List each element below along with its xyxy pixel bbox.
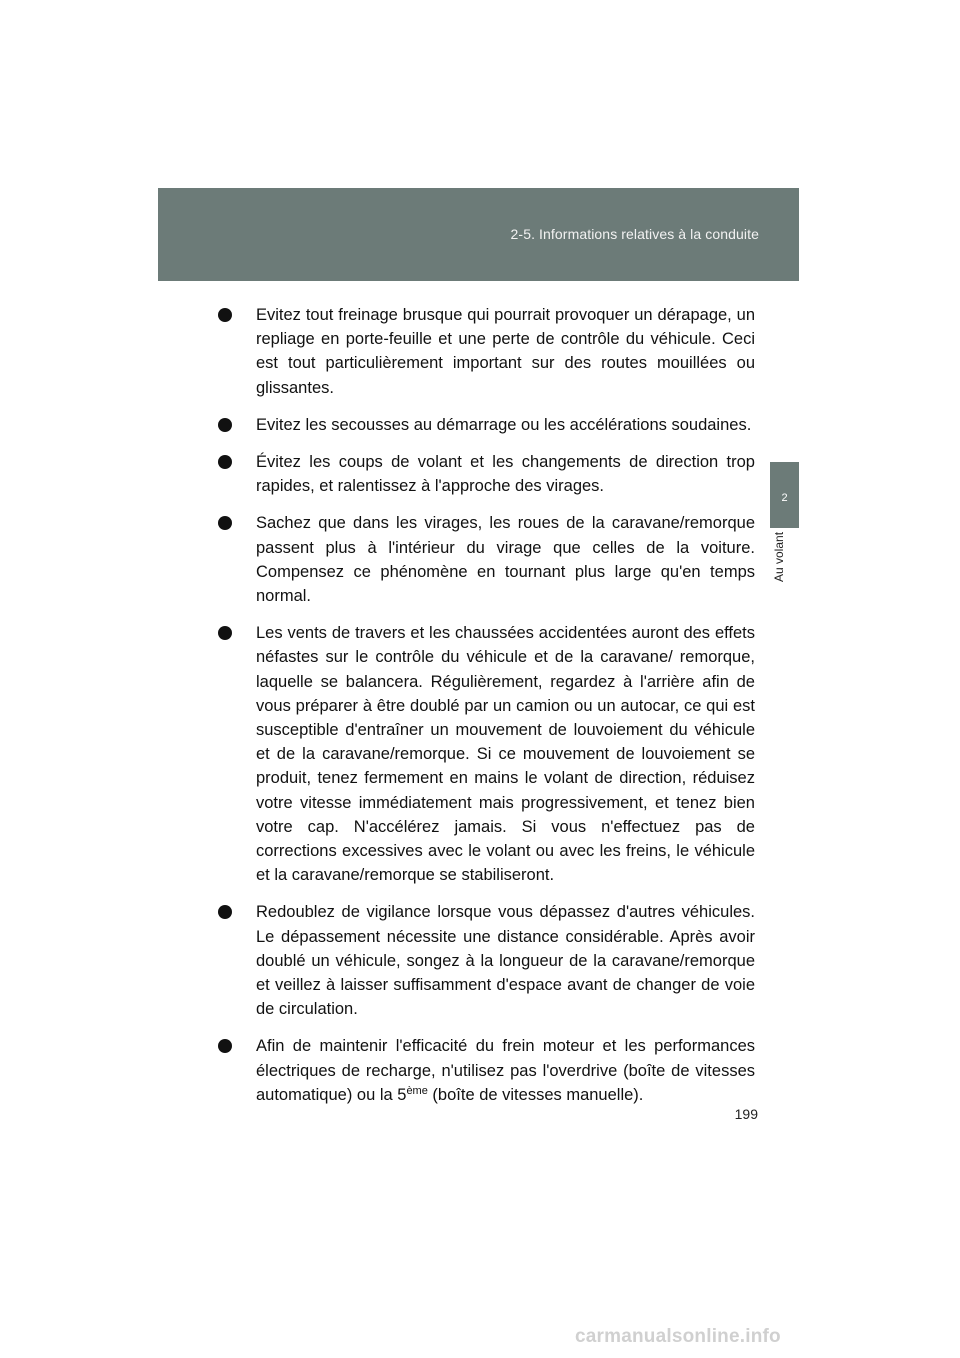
bullet-text: Redoublez de vigilance lorsque vous dépassez d'autres véhicules. Le dépassement nécessite une distance considérable. Après avoir doublé un véhicule, songez à la longueur de la caravane/remorque et veillez à laisser suffisamment d'espace avant de changer de voie de circulation. <box>256 903 755 1019</box>
bullet-item <box>217 450 755 498</box>
bullet-text: Sachez que dans les virages, les roues de la caravane/remorque passent plus à l'intérieur du virage que celles de la voiture. Compensez ce phénomène en tournant plus large qu'en temps normal. <box>256 514 755 606</box>
bullet-item <box>217 900 755 1021</box>
bullet-item <box>217 1034 755 1107</box>
bullet-dot-icon <box>218 1039 232 1053</box>
bullet-text-end: (boîte de vitesses manuelle). <box>427 1085 644 1104</box>
bullet-item <box>217 511 755 608</box>
bullet-list <box>217 303 755 1120</box>
chapter-label: Au volant <box>772 532 786 583</box>
bullet-text: Les vents de travers et les chaussées accidentées auront des effets néfastes sur le contrôle du véhicule et de la caravane/ remorque, laquelle se balancera. Régulièrement, regardez à l'arrière afin de vous préparer à être doublé par un camion ou un autocar, ce qui est susceptible d'entraîner un mouvement de louvoiement du véhicule et de la caravane/remorque. Si ce mouvement de louvoiement se produit, tenez fermement en mains le volant de direction, réduisez votre vitesse immédiatement mais progressivement, et tenez bien votre cap. N'accélérez jamais. Si vous n'effectuez pas de corrections excessives avec le volant ou avec les freins, le véhicule et la caravane/remorque se stabiliseront. <box>256 624 755 885</box>
bullet-item <box>217 303 755 400</box>
bullet-item <box>217 413 755 437</box>
page-number: 199 <box>734 1106 758 1122</box>
ordinal-superscript: ème <box>406 1084 428 1097</box>
bullet-text: Evitez tout freinage brusque qui pourrait provoquer un dérapage, un repliage en porte-feuille et une perte de contrôle du véhicule. Ceci est tout particulièrement important sur des routes mouillées ou glissantes. <box>256 306 755 397</box>
section-title: 2-5. Informations relatives à la conduite <box>510 226 759 242</box>
bullet-dot-icon <box>218 905 232 919</box>
bullet-text: Evitez les secousses au démarrage ou les accélérations soudaines. <box>256 415 752 434</box>
chapter-tab <box>770 462 799 528</box>
bullet-dot-icon <box>218 418 232 432</box>
bullet-item <box>217 621 755 887</box>
bullet-text: Évitez les coups de volant et les changements de direction trop rapides, et ralentissez à l'approche des virages. <box>256 453 755 496</box>
section-header-band <box>158 188 799 281</box>
bullet-dot-icon <box>218 516 232 530</box>
chapter-number: 2 <box>781 492 788 504</box>
bullet-dot-icon <box>218 308 232 322</box>
bullet-dot-icon <box>218 626 232 640</box>
bullet-dot-icon <box>218 455 232 469</box>
watermark: carmanualsonline.info <box>575 1326 781 1347</box>
bullet-text-start: Afin de maintenir l'efficacité du frein moteur et les performances électriques de recharge, n'utilisez pas l'overdrive (boîte de vitesses automatique) ou la 5 <box>256 1037 755 1104</box>
